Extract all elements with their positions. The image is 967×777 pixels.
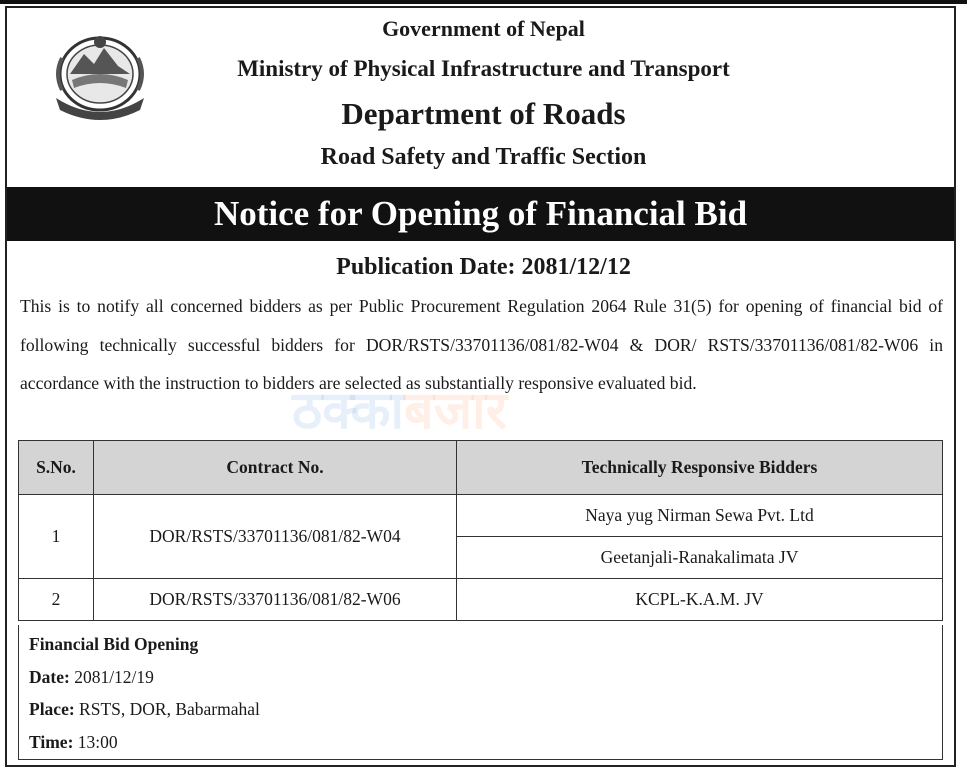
table-header-row xyxy=(19,441,943,495)
date-value: 2081/12/19 xyxy=(74,666,154,687)
row-bidder: KCPL-K.A.M. JV xyxy=(457,579,943,621)
publication-date: Publication Date: 2081/12/12 xyxy=(336,254,631,280)
row-sno: 2 xyxy=(19,579,94,621)
bid-opening-details xyxy=(18,625,943,760)
date-label: Date: xyxy=(29,666,70,687)
place-label: Place: xyxy=(29,699,75,719)
row-bidder: Geetanjali-Ranakalimata JV xyxy=(457,537,943,579)
time-value: 13:00 xyxy=(77,731,118,752)
row-bidder: Naya yug Nirman Sewa Pvt. Ltd xyxy=(457,495,943,537)
notice-body: This is to notify all concerned bidders as per Public Procurement Regulation 2064 Rule 31(5) for opening of financial bid of following technically successful bidders for DOR/RSTS/33701136/081/82-W04 & DOR/ RSTS/33701136/081/82-W06 in accordance with the instruction to bidders are selected as substantially responsive evaluated bid. xyxy=(20,296,943,393)
ministry-title: Ministry of Physical Infrastructure and Transport xyxy=(237,56,730,81)
bidders-table xyxy=(18,440,943,621)
top-rule xyxy=(0,0,967,4)
opening-heading: Financial Bid Opening xyxy=(29,634,199,654)
watermark-part2: बजार xyxy=(403,381,507,441)
time-label: Time: xyxy=(29,731,74,752)
department-title: Department of Roads xyxy=(341,96,626,131)
notice-title-banner xyxy=(7,187,954,241)
row-contract: DOR/RSTS/33701136/081/82-W06 xyxy=(94,579,457,621)
place-value: RSTS, DOR, Babarmahal xyxy=(79,699,260,719)
table-row xyxy=(19,495,943,537)
section-title: Road Safety and Traffic Section xyxy=(320,144,647,170)
watermark-part1: ठक्का xyxy=(292,381,404,441)
row-sno: 1 xyxy=(19,495,94,579)
row-contract: DOR/RSTS/33701136/081/82-W04 xyxy=(94,495,457,579)
header-contract: Contract No. xyxy=(94,441,457,495)
table-row xyxy=(19,579,943,621)
government-title: Government of Nepal xyxy=(382,16,585,41)
header-bidders: Technically Responsive Bidders xyxy=(457,441,943,495)
header-sno: S.No. xyxy=(19,441,94,495)
notice-title: Notice for Opening of Financial Bid xyxy=(213,194,748,233)
